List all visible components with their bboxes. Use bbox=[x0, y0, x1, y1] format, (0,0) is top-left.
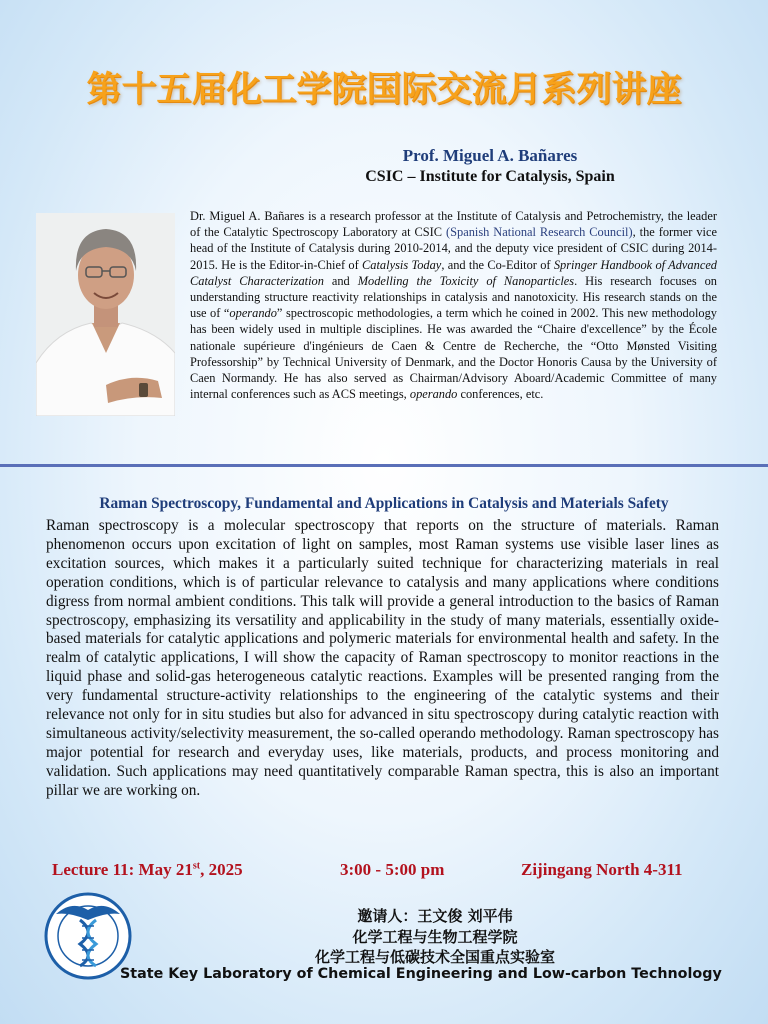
bio-text-2: , the former vice head of the Institute of Catalysis during 2010-2014, and the deputy vice president of CSIC during 2014-2015. He is the Editor-in-Chief of bbox=[190, 225, 717, 272]
inviters: 邀请人：王文俊 刘平伟 bbox=[357, 907, 513, 925]
speaker-portrait-icon bbox=[36, 213, 175, 416]
college-name: 化学工程与生物工程学院 bbox=[352, 928, 518, 946]
lab-name-cn: 化学工程与低碳技术全国重点实验室 bbox=[314, 948, 555, 966]
section-divider bbox=[0, 464, 768, 467]
lecture-time: 3:00 - 5:00 pm bbox=[340, 860, 445, 879]
bio-term-operando-2: operando bbox=[409, 387, 458, 402]
bio-text-3: , and the Co-Editor of bbox=[441, 257, 554, 272]
talk-title: Raman Spectroscopy, Fundamental and Applications in Catalysis and Materials Safety bbox=[99, 495, 669, 512]
bio-text-6: ” spectroscopic methodologies, a term which he coined in 2002. This new methodology has been widely used in multiple disciplines. He was awarded the “Chaire d'excellence” by the École nationale supérieure d'ingénieurs de Caen & Centre de Recherche, the “Otto Mønsted Visiting Professorship” by Technical University of Denmark, and the Doctor Honoris Causa by the University of Caen Normandy. He has also served as Chairman/Advisory Aboard/Academic Committee of many internal conferences such as ACS meetings, bbox=[190, 306, 717, 402]
talk-abstract: Raman spectroscopy is a molecular spectroscopy that reports on the structure of materials. Raman phenomenon occurs upon excitation of light on samples, most Raman systems use visible laser lines as excitation sources, which makes it a particularly suited technique for characterizing materials in real operation conditions, which is of particular relevance to catalysis and many applications where conditions digress from normal ambient conditions. This talk will provide a general introduction to the basics of Raman spectroscopy, emphasizing its versatility and applicability in the study of many materials, essentially oxide-based materials for catalytic applications and polymeric materials for environmental health and safety. In the realm of catalytic applications, I will show the capacity of Raman spectroscopy to monitor reactions in the liquid phase and solid-gas heterogeneous catalytic reactions. Examples will be presented ranging from the very fundamental structure-activity relationships to the engineering of the catalytic systems and their relevance not only for in situ studies but also for advanced in situ spectroscopy during catalytic reaction with simultaneous activity/selectivity measurement, the so-called operando methodology. Raman spectroscopy has major potential for research and everyday uses, like materials, products, and process monitoring and validation. Such applications may need quantitatively comparable Raman spectra, this is also an important pillar we are working on. bbox=[46, 517, 719, 799]
bio-csic-expansion: (Spanish National Research Council) bbox=[446, 225, 633, 240]
bio-text-7: conferences, etc. bbox=[457, 387, 544, 402]
bio-text-5: . His research focuses on understanding structure reactivity relationships in catalysis and nanotoxicity. His research stands on the use of “ bbox=[190, 273, 717, 321]
poster-title: 第十五届化工学院国际交流月系列讲座 bbox=[86, 70, 682, 110]
lecture-year: , 2025 bbox=[200, 860, 243, 879]
lecture-label: Lecture 11: May 21 bbox=[52, 860, 193, 879]
bio-text-1: Dr. Miguel A. Bañares is a research professor at the Institute of Catalysis and Petrochemistry, the leader of the Catalytic Spectroscopy Laboratory at CSIC bbox=[190, 209, 717, 240]
speaker-name: Prof. Miguel A. Bañares bbox=[402, 146, 578, 165]
speaker-photo bbox=[36, 213, 175, 416]
bio-journal: Catalysis Today bbox=[362, 257, 442, 272]
bio-book-1: Springer Handbook of Advanced Catalyst Characterization bbox=[190, 257, 718, 288]
lecture-date bbox=[52, 860, 243, 880]
bio-text-4: and bbox=[323, 273, 358, 288]
bio-term-operando: operando bbox=[229, 306, 277, 321]
college-emblem-icon bbox=[44, 892, 132, 980]
lab-name-en: State Key Laboratory of Chemical Engineering and Low-carbon Technology bbox=[120, 966, 722, 982]
speaker-bio bbox=[190, 208, 717, 402]
bio-book-2: Modelling the Toxicity of Nanoparticles bbox=[357, 273, 575, 288]
lecture-location: Zijingang North 4-311 bbox=[521, 860, 683, 879]
lecture-date-suffix: st bbox=[192, 860, 201, 872]
college-logo bbox=[44, 892, 132, 980]
speaker-affiliation: CSIC – Institute for Catalysis, Spain bbox=[365, 168, 615, 185]
